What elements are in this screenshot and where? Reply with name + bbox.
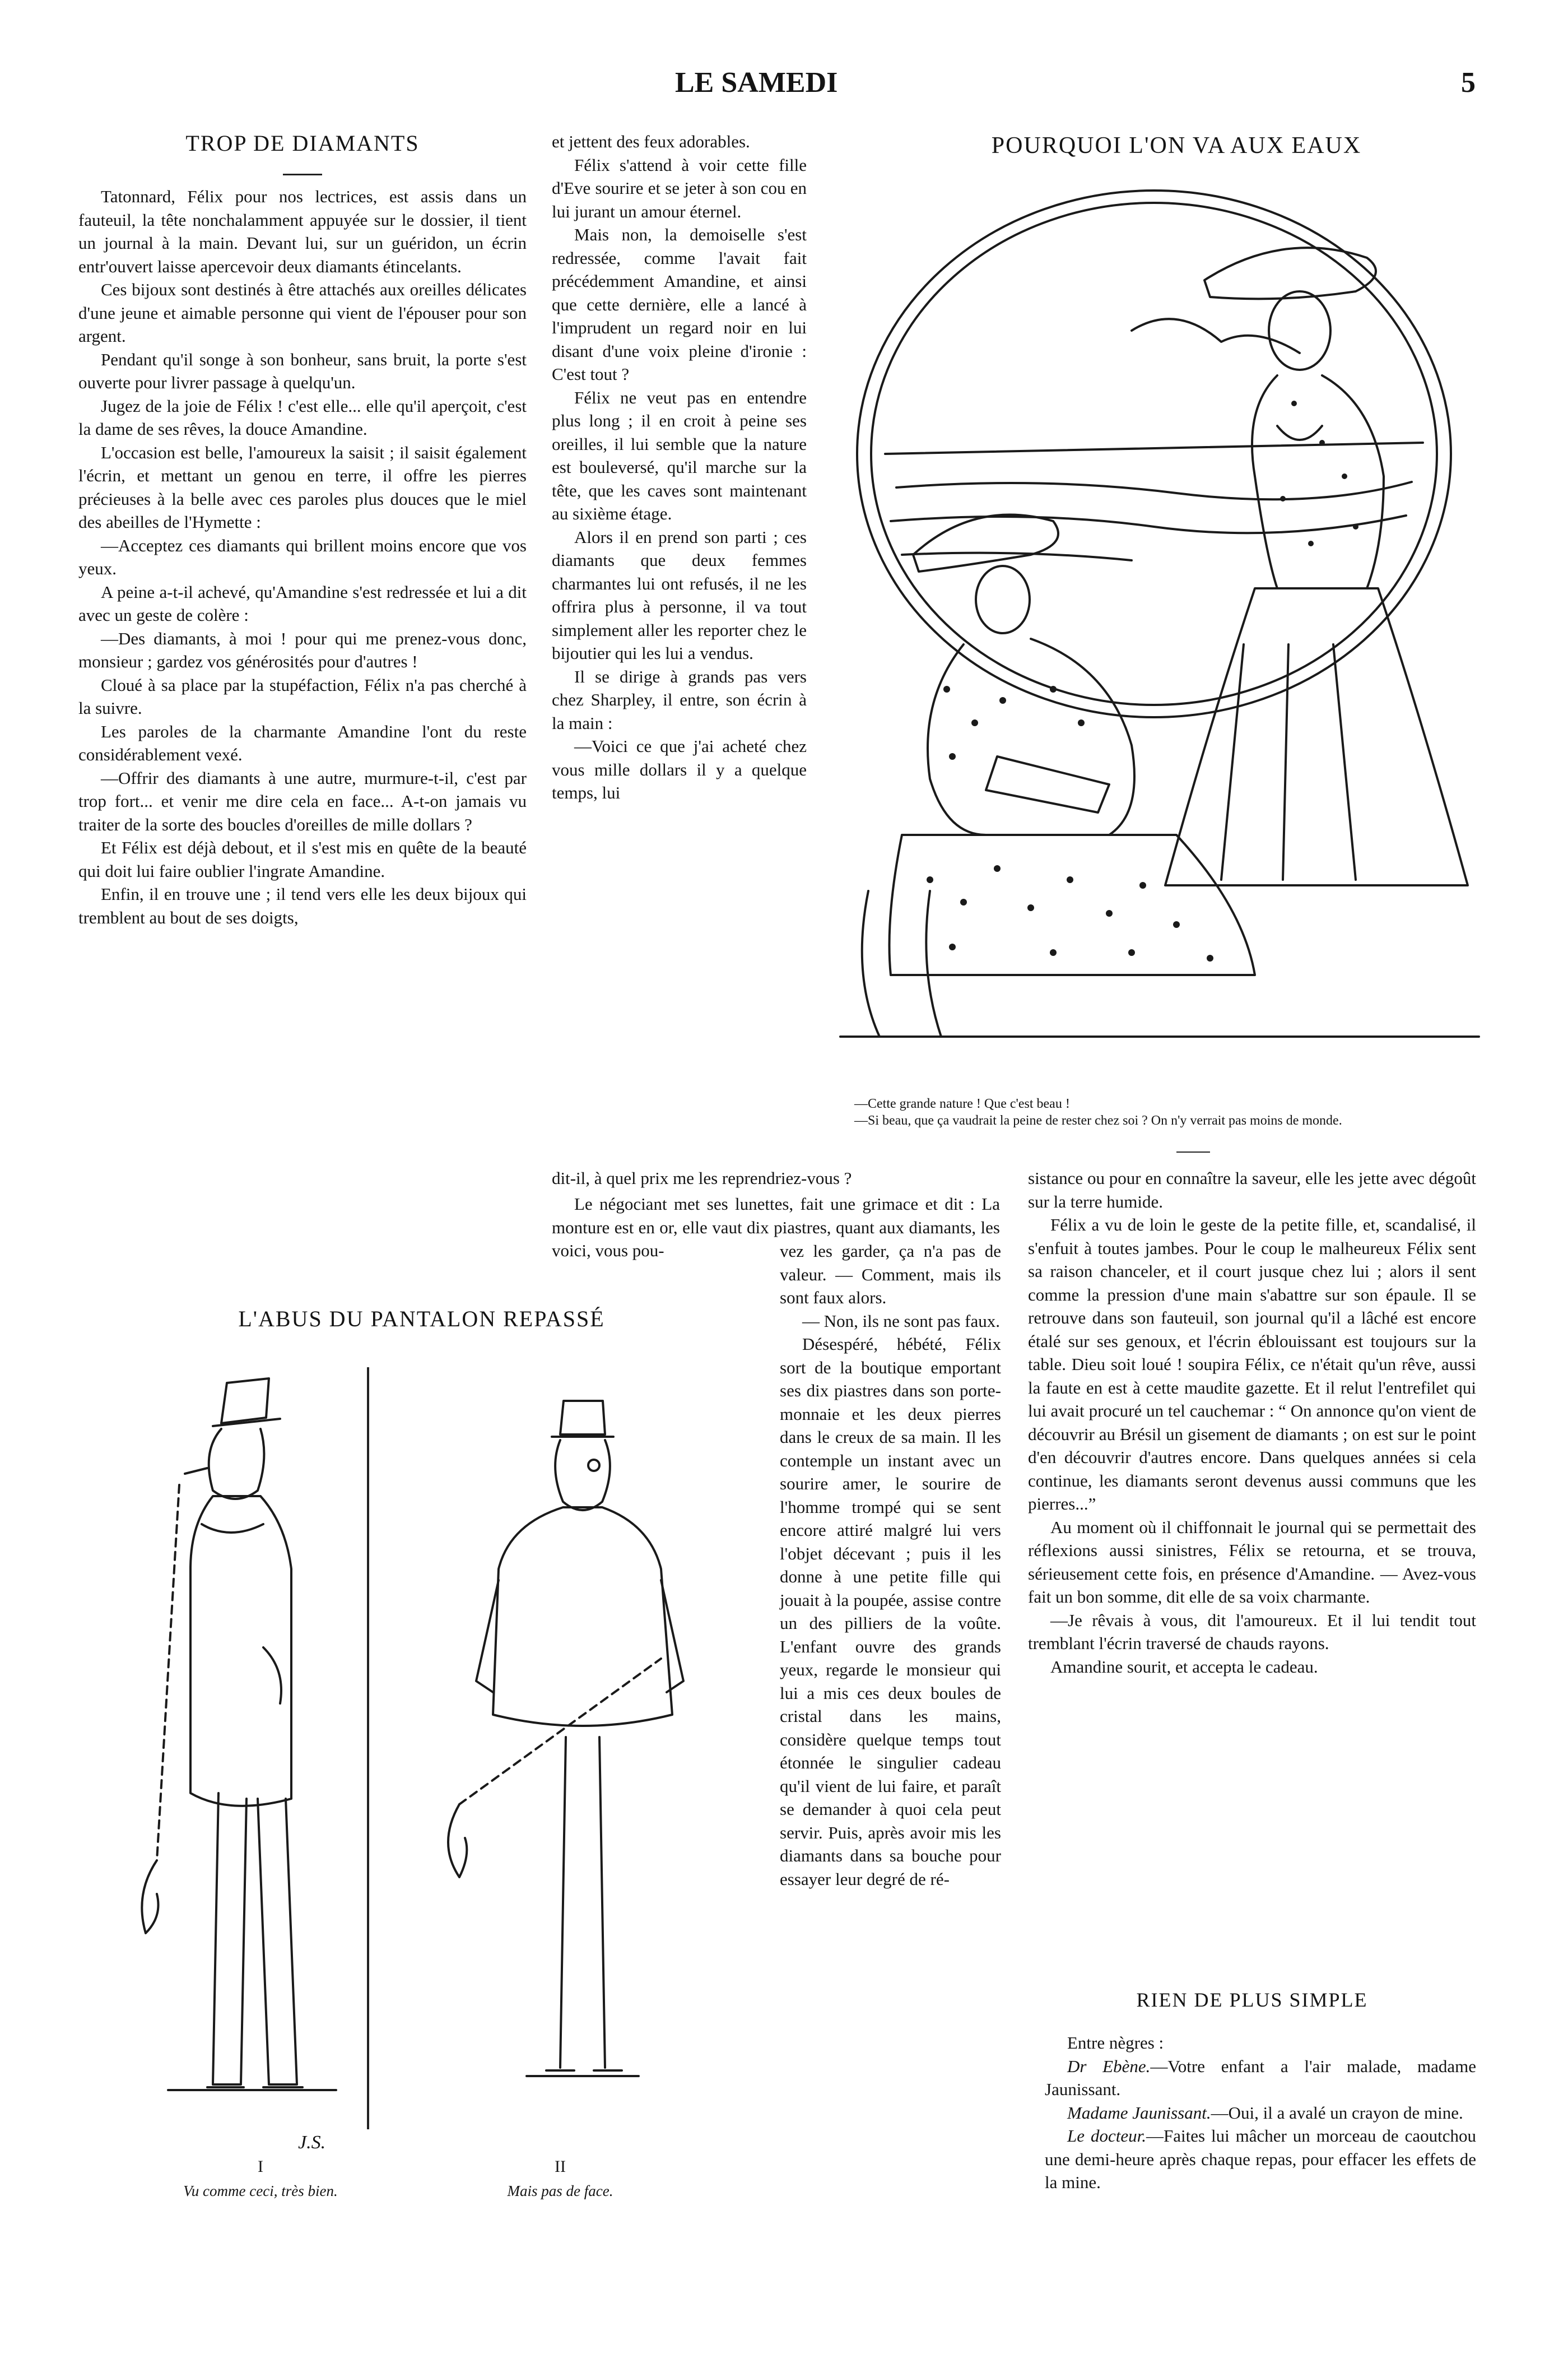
paragraph: —Je rêvais à vous, dit l'amoureux. Et il lui tendit tout tremblant l'écrin traversé de chauds rayons.: [1028, 1610, 1476, 1653]
paragraph: Félix ne veut pas en entendre plus long ; il en croit à peine ses oreilles, il lui semble que la nature est bouleversé, qu'il marche sur la tête, que les caves sont maintenant au sixième étage.: [552, 387, 807, 523]
paragraph: Enfin, il en trouve une ; il tend vers elle les deux bijoux qui tremblent au bout de ses doigts,: [78, 884, 527, 927]
paragraph: Au moment où il chiffonnait le journal qui se permettait des réflexions aussi sinistres, Félix se retourna, et se trouva, sérieusement cette fois, en présence d'Amandine. — Avez-vous fait un bon somme, dit elle de sa voix charmante.: [1028, 1517, 1476, 1606]
paragraph: sistance ou pour en connaître la saveur, elle les jette avec dégoût sur la terre humide.: [1028, 1168, 1476, 1211]
paragraph: L'occasion est belle, l'amoureux la saisit ; il saisit également l'écrin, et mettant un genou en terre, il offre les pierres précieuses à la belle avec ces paroles plus douces que le miel des abeilles de l'Hymette :: [78, 442, 527, 532]
article-title-simple: RIEN DE PLUS SIMPLE: [1136, 1989, 1368, 2011]
paragraph: Félix a vu de loin le geste de la petite fille, et, scandalisé, il s'enfuit à toutes jambes. Pour le coup le malheureux Félix sent sa raison chanceler, et il court jusque chez lui ; alors il sent comme la pression d'une main s'abattre sur son épaule. Il se retrouve dans son fauteuil, son journal qu'il a lâché est encore étalé sur ses genoux, et l'écrin éblouissant est toujours sur la table. Dieu soit loué ! soupira Félix, ce n'était qu'un rêve, aussi la faute en est à cette maudite gazette. Et il relut l'entrefilet qui lui avait procuré un tel cauchemar : “ On annonce qu'on vient de découvrir au Brésil un gisement de diamants ; on est sur le point d'en découvrir d'autres encore. Dans quelques années si cela continue, les diamants seront devenus aussi communs que les pierres...”: [1028, 1215, 1476, 1513]
paragraph: Ces bijoux sont destinés à être attachés aux oreilles délicates d'une jeune et aimable personne qui vient de l'épouser pour son argent.: [78, 280, 527, 346]
paragraph: Le négociant met ses lunettes, fait une grimace et dit : La monture est en or, elle vaut dix piastres, quant aux diamants, les voici, vous pou-: [552, 1194, 1000, 1260]
dialogue-line: [1045, 2055, 1476, 2101]
speaker: Dr Ebène.: [1067, 2056, 1151, 2076]
article-title-pantalon: L'ABUS DU PANTALON REPASSÉ: [238, 1306, 605, 1331]
illustration-two-ladies-seaside: [818, 162, 1490, 1081]
eaux-caption-line-1: —Cette grande nature ! Que c'est beau !: [854, 1097, 1070, 1111]
speech: —Faites lui mâcher un morceau de caoutchou une demi-heure après chaque repas, pour effacer les effets de la mine.: [1045, 2126, 1476, 2192]
running-header: LE SAMEDI: [675, 67, 838, 99]
diamants-left-column: [78, 185, 527, 929]
cartoon-divider: [367, 1367, 369, 2129]
speech: —Oui, il a avalé un crayon de mine.: [1211, 2102, 1463, 2123]
diamants-narrow-column: [780, 1239, 1001, 1891]
eaux-caption-line-2: —Si beau, que ça vaudrait la peine de rester chez soi ? On n'y verrait pas moins de monde.: [854, 1113, 1342, 1128]
paragraph: Désespéré, hébété, Félix sort de la boutique emportant ses dix piastres dans son porte-monnaie et les deux pierres dans le creux de sa main. Il les contemple un instant avec un sourire amer, le sourire de l'homme trompé qui se sent encore attiré malgré lui vers l'objet décevant ; puis il les donne à une petite fille qui jouait à la poupée, assise contre un des pilliers de la voûte. L'enfant ouvre des grands yeux, regarde le monsieur qui lui a mis ces deux boules de cristal dans les mains, considère quelque temps tout étonnée le singulier cadeau qu'il vient de lui faire, et paraît se demander à quoi cela peut servir. Puis, après avoir mis les diamants dans sa bouche pour essayer leur degré de ré-: [780, 1334, 1001, 1889]
paragraph: — Non, ils ne sont pas faux.: [802, 1311, 1001, 1331]
paragraph: Alors il en prend son parti ; ces diamants que deux femmes charmantes lui ont refusés, il ne les offrira plus à personne, il va tout simplement aller les reporter chez le bijoutier qui les lui a vendus.: [552, 527, 807, 663]
article-title-diamants: TROP DE DIAMANTS: [185, 131, 420, 156]
title-rule: [283, 174, 322, 175]
speaker: Le docteur.: [1067, 2126, 1146, 2146]
speaker: Madame Jaunissant.: [1067, 2102, 1211, 2123]
figure-caption-1: Vu comme ceci, très bien.: [183, 2183, 338, 2199]
paragraph: Félix s'attend à voir cette fille d'Eve sourire et se jeter à son cou en lui jurant un amour éternel.: [552, 155, 807, 221]
speech: —Votre enfant a l'air malade, madame Jaunissant.: [1045, 2056, 1477, 2099]
paragraph: Il se dirige à grands pas vers chez Sharpley, il entre, son écrin à la main :: [552, 666, 807, 733]
dialogue-line: [1045, 2124, 1476, 2194]
figure-numeral-2: II: [555, 2157, 566, 2176]
figure-numeral-1: I: [258, 2157, 263, 2176]
paragraph: Les paroles de la charmante Amandine l'ont du reste considérablement vexé.: [78, 721, 527, 764]
paragraph: Amandine sourit, et accepta le cadeau.: [1050, 1656, 1318, 1677]
paragraph: Et Félix est déjà debout, et il s'est mis en quête de la beauté qui doit lui faire oublier l'ingrate Amandine.: [78, 838, 527, 881]
figure-caption-2: Mais pas de face.: [507, 2183, 613, 2199]
paragraph: —Voici ce que j'ai acheté chez vous mille dollars il y a quelque temps, lui: [552, 736, 807, 802]
simple-body: [1045, 2031, 1476, 2194]
article-title-eaux: POURQUOI L'ON VA AUX EAUX: [991, 133, 1362, 159]
dialogue-line: [1045, 2101, 1476, 2125]
paragraph: Cloué à sa place par la stupéfaction, Félix n'a pas cherché à la suivre.: [78, 675, 527, 718]
diamants-wide-line: dit-il, à quel prix me les reprendriez-vous ?: [552, 1168, 852, 1188]
paragraph: et jettent des feux adorables.: [552, 132, 750, 151]
paragraph: —Offrir des diamants à une autre, murmure-t-il, c'est par trop fort... et venir me dire cela en face... A-t-on jamais vu traiter de la sorte des boucles d'oreilles de mille dollars ?: [78, 768, 527, 834]
cartoon-signature: J.S.: [298, 2132, 326, 2153]
paragraph: Tatonnard, Félix pour nos lectrices, est assis dans un fauteuil, la tête nonchalamment appuyée sur le dossier, il tient un journal à la main. Devant lui, sur un guéridon, un écrin entr'ouvert laisse apercevoir deux diamants étincelants.: [78, 187, 527, 276]
cartoon-figure-side-view: [101, 1356, 364, 2141]
paragraph: —Acceptez ces diamants qui brillent moins encore que vos yeux.: [78, 535, 527, 578]
caption-rule: [1176, 1152, 1210, 1153]
diamants-middle-column: [552, 130, 807, 805]
diamants-right-column: [1028, 1167, 1476, 1678]
paragraph: Pendant qu'il songe à son bonheur, sans bruit, la porte s'est ouverte pour livrer passage à quelqu'un.: [78, 349, 527, 392]
paragraph: Jugez de la joie de Félix ! c'est elle... elle qu'il aperçoit, c'est la dame de ses rêves, la douce Amandine.: [78, 396, 527, 439]
cartoon-figure-front-view: [426, 1367, 739, 2141]
paragraph: Mais non, la demoiselle s'est redressée, comme l'avait fait précédemment Amandine, et ainsi que cette dernière, elle a lancé à l'imprudent un regard noir en lui disant d'une voix pleine d'ironie : C'est tout ?: [552, 225, 807, 384]
paragraph: —Des diamants, à moi ! pour qui me prenez-vous donc, monsieur ; gardez vos générosités pour d'autres !: [78, 628, 527, 671]
dialogue-intro: Entre nègres :: [1067, 2033, 1164, 2053]
paragraph: A peine a-t-il achevé, qu'Amandine s'est redressée et lui a dit avec un geste de colère :: [78, 582, 527, 625]
page-number: 5: [1461, 67, 1476, 99]
paragraph: vez les garder, ça n'a pas de valeur. — Comment, mais ils sont faux alors.: [780, 1241, 1001, 1307]
